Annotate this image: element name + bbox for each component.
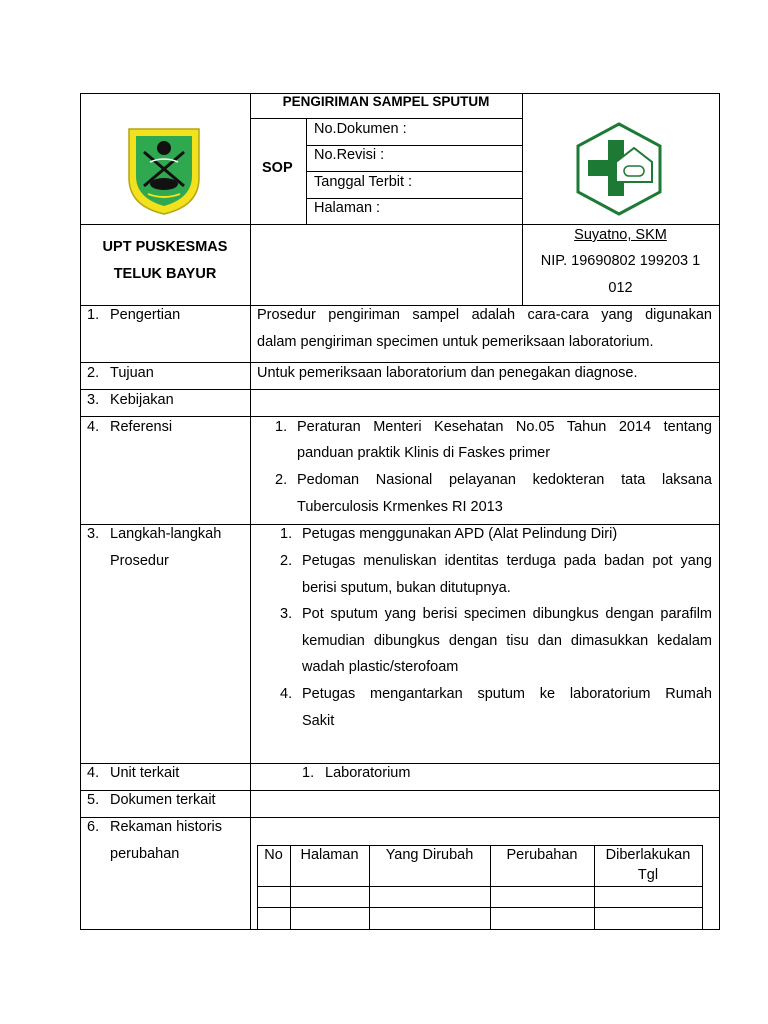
column-header-yang-dirubah: Yang Dirubah [385, 847, 474, 863]
section-label: Referensi [110, 419, 173, 435]
signer-name: Suyatno, SKM [574, 227, 667, 243]
section-label-line1: Langkah-langkah [110, 526, 222, 542]
list-item-number: 1. [280, 526, 293, 542]
section-number: 3. [87, 392, 100, 408]
section-number: 4. [87, 765, 100, 781]
field-no-revisi: No.Revisi : [314, 147, 385, 163]
section-label-line2: Prosedur [110, 553, 169, 569]
referensi-2-line2: Tuberculosis Krmenkes RI 2013 [297, 499, 503, 515]
puskesmas-logo [574, 122, 664, 216]
list-item-number: 2. [275, 472, 288, 488]
column-header-halaman: Halaman [300, 847, 359, 863]
langkah-4-line2: Sakit [302, 713, 335, 729]
field-no-dokumen: No.Dokumen : [314, 121, 407, 137]
section-label: Dokumen terkait [110, 792, 216, 808]
section-label: Kebijakan [110, 392, 174, 408]
column-header-perubahan: Perubahan [506, 847, 578, 863]
regional-emblem-logo [126, 126, 202, 216]
column-header-no: No [264, 847, 283, 863]
langkah-3-line1: Pot sputum yang berisi specimen dibungkus dengan parafilm [302, 606, 712, 622]
document-title: PENGIRIMAN SAMPEL SPUTUM [282, 94, 490, 109]
list-item-number: 4. [280, 686, 293, 702]
langkah-3-line3: wadah plastic/sterofoam [302, 659, 459, 675]
list-item-number: 1. [302, 765, 315, 781]
section-label: Unit terkait [110, 765, 180, 781]
field-tanggal-terbit: Tanggal Terbit : [314, 174, 413, 190]
referensi-2-line1: Pedoman Nasional pelayanan kedokteran tata laksana [297, 472, 712, 488]
tujuan-text: Untuk pemeriksaan laboratorium dan penegakan diagnose. [257, 365, 638, 381]
langkah-3-line2: kemudian dibungkus dengan tisu dan dimasukkan kedalam [302, 633, 712, 649]
list-item-number: 3. [280, 606, 293, 622]
section-number: 4. [87, 419, 100, 435]
section-number: 2. [87, 365, 100, 381]
langkah-2-line2: berisi sputum, bukan ditutupnya. [302, 580, 511, 596]
column-header-tgl: Tgl [637, 867, 659, 883]
field-halaman: Halaman : [314, 200, 381, 216]
section-label: Pengertian [110, 307, 181, 323]
langkah-1-line1: Petugas menggunakan APD (Alat Pelindung Diri) [302, 526, 618, 542]
referensi-1-line1: Peraturan Menteri Kesehatan No.05 Tahun 2014 tentang [297, 419, 712, 435]
section-label-line2: perubahan [110, 846, 180, 862]
org-name-line1: UPT PUSKESMAS [102, 239, 228, 255]
section-number: 6. [87, 819, 100, 835]
langkah-2-line1: Petugas menuliskan identitas terduga pada badan pot yang [302, 553, 712, 569]
list-item-number: 1. [275, 419, 288, 435]
referensi-1-line2: panduan praktik Klinis di Faskes primer [297, 445, 551, 461]
sop-label: SOP [262, 160, 293, 176]
signer-nip-line2: 012 [608, 280, 633, 296]
section-label: Tujuan [110, 365, 154, 381]
section-number: 5. [87, 792, 100, 808]
pengertian-line2: dalam pengiriman specimen untuk pemeriksaan laboratorium. [257, 334, 654, 350]
pengertian-line1: Prosedur pengiriman sampel adalah cara-cara yang digunakan [257, 307, 712, 323]
section-number: 1. [87, 307, 100, 323]
list-item-number: 2. [280, 553, 293, 569]
signer-nip-line1: NIP. 19690802 199203 1 [540, 253, 701, 269]
column-header-diberlakukan: Diberlakukan [605, 847, 691, 863]
langkah-4-line1: Petugas mengantarkan sputum ke laboratorium Rumah [302, 686, 712, 702]
section-label-line1: Rekaman historis [110, 819, 223, 835]
section-number: 3. [87, 526, 100, 542]
org-name-line2: TELUK BAYUR [113, 266, 217, 282]
unit-item: Laboratorium [325, 765, 411, 781]
